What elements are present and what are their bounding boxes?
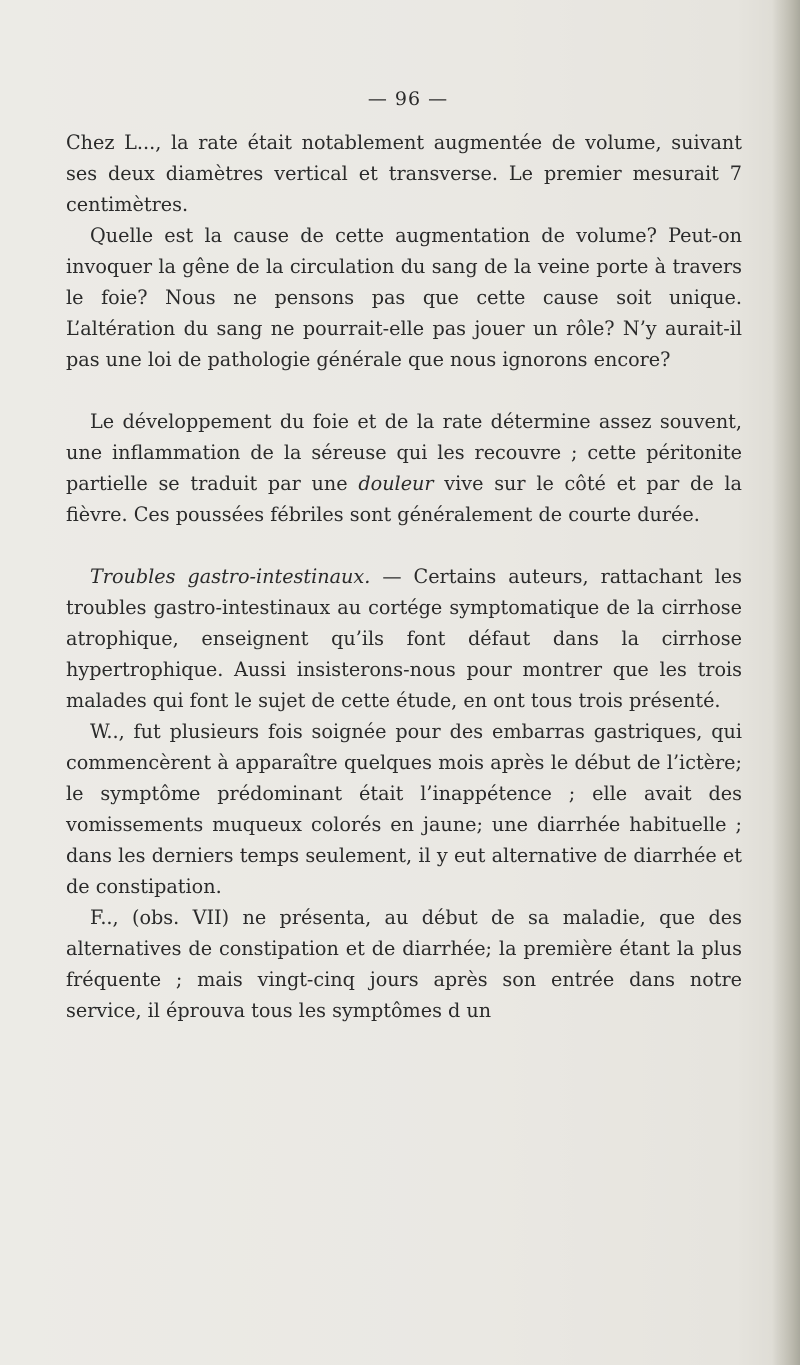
paragraph-3-after: vive sur le côté et par de la fièvre. Ces poussées fébriles sont généralement de courte durée.	[66, 472, 742, 526]
paragraph-3-emphasis: douleur	[358, 472, 434, 495]
paragraph-4	[66, 561, 742, 716]
paragraph-4-rest: — Certains auteurs, rattachant les troubles gastro-intestinaux au cortége symptomatique de la cirrhose atrophique, enseignent qu’ils font défaut dans la cirrhose hypertrophique. Aussi insisterons-nous pour montrer que les trois malades qui font le sujet de cette étude, en ont tous trois présenté.	[66, 565, 742, 712]
page-body	[66, 127, 742, 1026]
paragraph-3-before: Le développement du foie et de la rate détermine assez souvent, une inflammation de la séreuse qui les recouvre ; cette péritonite partielle se traduit par une	[66, 410, 742, 495]
paragraph-6: F.., (obs. VII) ne présenta, au début de sa maladie, que des alternatives de constipation et de diarrhée; la première étant la plus fréquente ; mais vingt-cinq jours après son entrée dans notre service, il éprouva tous les symptômes d un	[66, 906, 742, 1022]
page-number: — 96 —	[367, 88, 449, 110]
page-number-header	[0, 88, 800, 110]
section-title: Troubles gastro-intestinaux.	[90, 565, 371, 588]
paragraph-1: Chez L..., la rate était notablement augmentée de volume, suivant ses deux diamètres vertical et transverse. Le premier mesurait 7 centimètres.	[66, 131, 742, 216]
page-edge-shadow	[772, 0, 800, 1365]
paragraph-3	[66, 406, 742, 530]
paragraph-2: Quelle est la cause de cette augmentation de volume? Peut-on invoquer la gêne de la circulation du sang de la veine porte à travers le foie? Nous ne pensons pas que cette cause soit unique. L’altération du sang ne pourrait-elle pas jouer un rôle? N’y aurait-il pas une loi de pathologie générale que nous ignorons encore?	[66, 224, 742, 371]
paragraph-5: W.., fut plusieurs fois soignée pour des embarras gastriques, qui commencèrent à apparaître quelques mois après le début de l’ictère; le symptôme prédominant était l’inappétence ; elle avait des vomissements muqueux colorés en jaune; une diarrhée habituelle ; dans les derniers temps seulement, il y eut alternative de diarrhée et de constipation.	[66, 720, 742, 898]
